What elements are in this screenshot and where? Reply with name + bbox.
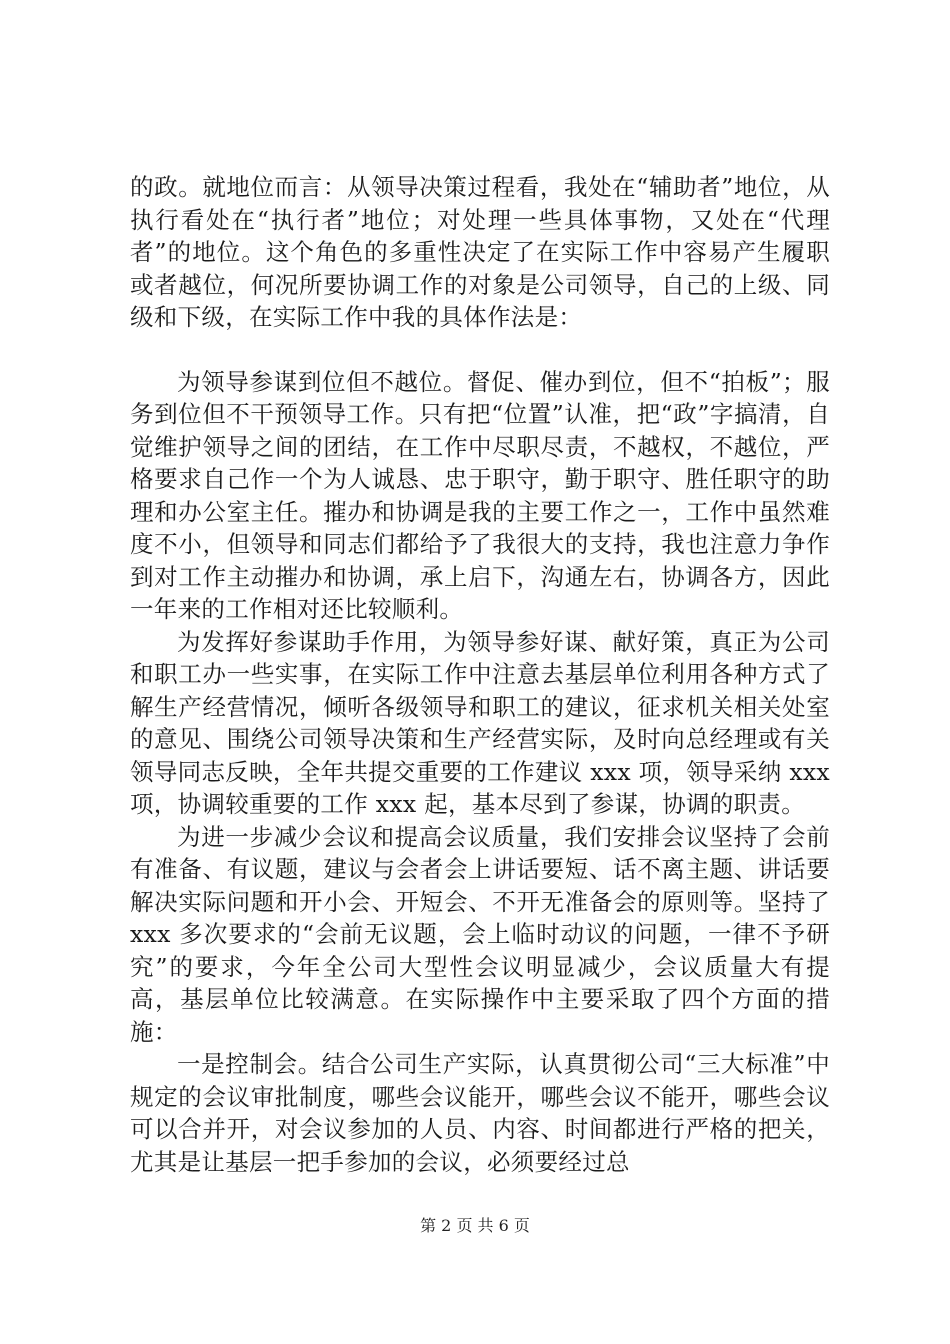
page-number-footer: 第 2 页 共 6 页 (420, 1216, 530, 1235)
paragraph-continuation: 的政。就地位而言：从领导决策过程看，我处在“辅助者”地位，从执行看处在“执行者”地位；对处理一些具体事物，又处在“代理者”的地位。这个角色的多重性决定了在实际工作中容易产生履职或者越位，何况所要协调工作的对象是公司领导，自己的上级、同级和下级，在实际工作中我的具体作法是： (130, 173, 830, 331)
paragraph-advisor-assistant: 为发挥好参谋助手作用，为领导参好谋、献好策，真正为公司和职工办一些实事，在实际工作中注意去基层单位利用各种方式了解生产经营情况，倾听各级领导和职工的建议，征求机关相关处室的意见、围绕公司领导决策和生产经营实际，及时向总经理或有关领导同志反映，全年共提交重要的工作建议 xxx 项，领导采纳 xxx 项，协调较重要的工作 xxx 起，基本尽到了参谋，协调的职责。 (130, 627, 830, 818)
paragraph-control-meetings: 一是控制会。结合公司生产实际，认真贯彻公司“三大标准”中规定的会议审批制度，哪些会议能开，哪些会议不能开，哪些会议可以合并开，对会议参加的人员、内容、时间都进行严格的把关，尤其是让基层一把手参加的会议，必须要经过总 (130, 1050, 830, 1176)
paragraph-meeting-quality: 为进一步减少会议和提高会议质量，我们安排会议坚持了会前有准备、有议题，建议与会者会上讲话要短、话不离主题、讲话要解决实际问题和开小会、开短会、不开无准备会的原则等。坚持了 xxx 多次要求的“会前无议题，会上临时动议的问题，一律不予研究”的要求，今年全公司大型性会议明显减少，会议质量大有提高，基层单位比较满意。在实际操作中主要采取了四个方面的措施： (130, 822, 830, 1046)
document-body (130, 171, 830, 1178)
paragraph-advisor-role: 为领导参谋到位但不越位。督促、催办到位，但不“拍板”；服务到位但不干预领导工作。只有把“位置”认准，把“政”字搞清，自觉维护领导之间的团结，在工作中尽职尽责，不越权，不越位，严格要求自己作一个为人诚恳、忠于职守，勤于职守、胜任职守的助理和办公室主任。摧办和协调是我的主要工作之一，工作中虽然难度不小，但领导和同志们都给予了我很大的支持，我也注意力争作到对工作主动摧办和协调，承上启下，沟通左右，协调各方，因此一年来的工作相对还比较顺利。 (130, 367, 830, 623)
